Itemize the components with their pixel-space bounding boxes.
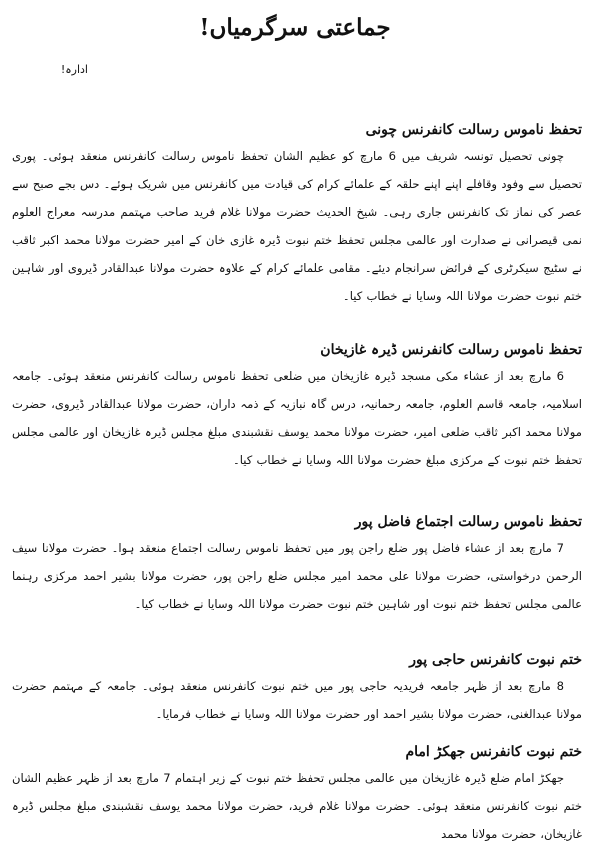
section-heading: ختم نبوت کانفرنس جھکڑ امام <box>405 744 582 760</box>
section-body: جھکڑ امام ضلع ڈیرہ غازیخان میں عالمی مجلس تحفظ ختم نبوت کے زیر اہتمام 7 مارچ بعد از ظہر عظیم الشان ختم نبوت کانفرنس منعقد ہوئی۔ حضرت مولانا غلام فرید، حضرت مولانا محمد یوسف نقشبندی مبلغ مجلس ڈیرہ غازیخان، حضرت مولانا محمد <box>12 771 582 841</box>
section-heading: تحفظ ناموس رسالت اجتماع فاضل پور <box>354 514 582 530</box>
section-fazilpur <box>12 510 582 618</box>
section-body: 7 مارچ بعد از عشاء فاضل پور ضلع راجن پور میں تحفظ ناموس رسالت اجتماع منعقد ہوا۔ حضرت مولانا سیف الرحمن درخواستی، حضرت مولانا علی محمد امیر مجلس ضلع راجن پور، حضرت مولانا بشیر احمد مرکزی رہنما عالمی مجلس تحفظ ختم نبوت اور شاہین ختم نبوت حضرت مولانا اللہ وسایا نے خطاب کیا۔ <box>12 541 582 611</box>
section-body: 6 مارچ بعد از عشاء مکی مسجد ڈیرہ غازیخان میں ضلعی تحفظ ناموس رسالت کانفرنس منعقد ہوئی۔ جامعہ اسلامیہ، جامعہ قاسم العلوم، جامعہ رحمانیہ، درس گاہ نبازیہ کے ذمہ داران، حضرت مولانا عبدالقادر ڈیروی، حضرت مولانا محمد اکبر ثاقب ضلعی امیر، حضرت مولانا محمد یوسف نقشبندی مبلغ مجلس ڈیرہ غازیخان اور عالمی مجلس تحفظ ختم نبوت کے مرکزی مبلغ حضرت مولانا اللہ وسایا نے خطاب کیا۔ <box>12 369 582 467</box>
section-body: چونی تحصیل تونسہ شریف میں 6 مارچ کو عظیم الشان تحفظ ناموس رسالت کانفرنس منعقد ہوئی۔ پوری تحصیل سے وفود وقافلے اپنے اپنے حلقہ کے علمائے کرام کی قیادت میں کانفرنس میں شریک ہوئے۔ دس بجے صبح سے عصر کی نماز تک کانفرنس جاری رہی۔ شیخ الحدیث حضرت مولانا غلام فرید صاحب مہتمم مدرسہ معراج العلوم نمی قیصرانی نے صدارت اور عالمی مجلس تحفظ ختم نبوت ڈیرہ غازی خان کے امیر حضرت مولانا محمد اکبر ثاقب نے سٹیج سیکرٹری کے فرائض سرانجام دیئے۔ مقامی علمائے کرام کے علاوہ حضرت مولانا عبدالقادر ڈیروی اور شاہین ختم نبوت حضرت مولانا اللہ وسایا نے خطاب کیا۔ <box>12 149 582 303</box>
section-heading: تحفظ ناموس رسالت کانفرنس چونی <box>365 122 582 138</box>
section-body: 8 مارچ بعد از ظہر جامعہ فریدیہ حاجی پور میں ختم نبوت کانفرنس منعقد ہوئی۔ جامعہ کے مہتمم حضرت مولانا عبدالغنی، حضرت مولانا بشیر احمد اور حضرت مولانا اللہ وسایا نے خطاب فرمایا۔ <box>12 679 582 721</box>
section-heading: ختم نبوت کانفرنس حاجی پور <box>409 652 582 668</box>
section-jhakar-imam <box>12 740 582 848</box>
section-hajipur <box>12 648 582 728</box>
page-title: جماعتی سرگرمیاں! <box>199 14 391 41</box>
byline: ادارہ! <box>60 63 88 76</box>
section-heading: تحفظ ناموس رسالت کانفرنس ڈیرہ غازیخان <box>320 342 582 358</box>
section-chuni <box>12 118 582 310</box>
section-dera-ghazi-khan <box>12 338 582 474</box>
